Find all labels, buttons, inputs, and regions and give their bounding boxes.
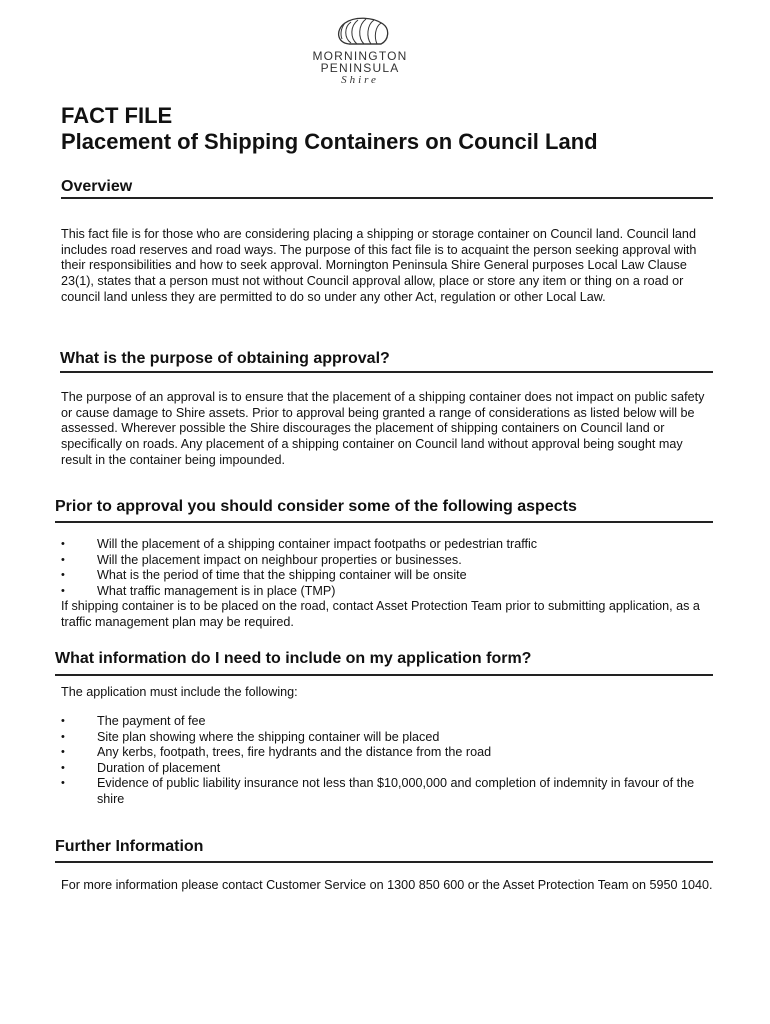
title-line-fact-file: FACT FILE [61, 103, 173, 128]
list-item: • Duration of placement [61, 761, 711, 777]
list-item: • Will the placement impact on neighbour properties or businesses. [61, 553, 711, 569]
divider-application-info [55, 674, 713, 676]
shell-logo-icon [327, 14, 393, 50]
list-item: • Evidence of public liability insurance not less than $10,000,000 and completion of indemnity in favour of the shire [61, 776, 711, 807]
title-line-subject: Placement of Shipping Containers on Council Land [61, 129, 598, 154]
heading-application-info: What information do I need to include on my application form? [55, 650, 532, 667]
list-item: • Site plan showing where the shipping container will be placed [61, 730, 711, 746]
heading-overview: Overview [61, 178, 133, 195]
logo-text-peninsula: PENINSULA [320, 61, 400, 75]
heading-purpose: What is the purpose of obtaining approval? [60, 350, 390, 367]
purpose-paragraph: The purpose of an approval is to ensure that the placement of a shipping container does not impact on public safety or cause damage to Shire assets. Prior to approval being granted a range of considerations as listed below will be assessed. Wherever possible the Shire discourages the placement of shipping containers on Council land or specifically on roads. Any placement of a shipping container on Council land without approval being sought may result in the container being impounded. [61, 390, 705, 467]
application-intro: The application must include the following: [61, 685, 298, 699]
application-requirements-list [61, 714, 711, 808]
logo-text-mornington: MORNINGTON [312, 49, 408, 63]
list-item: • Any kerbs, footpath, trees, fire hydrants and the distance from the road [61, 745, 711, 761]
prior-approval-list [61, 537, 711, 599]
divider-purpose [60, 371, 713, 373]
list-item: • What traffic management is in place (TMP) [61, 584, 711, 600]
road-placement-note: If shipping container is to be placed on the road, contact Asset Protection Team prior to submitting application, as a traffic management plan may be required. [61, 599, 700, 629]
list-item: • What is the period of time that the shipping container will be onsite [61, 568, 711, 584]
divider-prior-approval [55, 521, 713, 523]
shire-logo [300, 14, 420, 86]
overview-paragraph: This fact file is for those who are considering placing a shipping or storage container on Council land. Council land includes road reserves and road ways. The purpose of this fact file is to acquaint the person seeking approval with their responsibilities and how to seek approval. Mornington Peninsula Shire General purposes Local Law Clause 23(1), states that a person must not without Council approval allow, place or store any item or thing on a road or council land unless they are permitted to do so under any other Act, regulation or other Local Law. [61, 227, 697, 304]
divider-further-info [55, 861, 713, 863]
list-item: • Will the placement of a shipping container impact footpaths or pedestrian traffic [61, 537, 711, 553]
heading-further-info: Further Information [55, 838, 204, 855]
heading-prior-approval: Prior to approval you should consider some of the following aspects [55, 498, 577, 515]
contact-paragraph: For more information please contact Customer Service on 1300 850 600 or the Asset Protection Team on 5950 1040. [61, 878, 713, 892]
list-item: • The payment of fee [61, 714, 711, 730]
divider-overview [61, 197, 713, 199]
logo-text-shire: Shire [341, 74, 379, 86]
page-title [61, 103, 598, 155]
